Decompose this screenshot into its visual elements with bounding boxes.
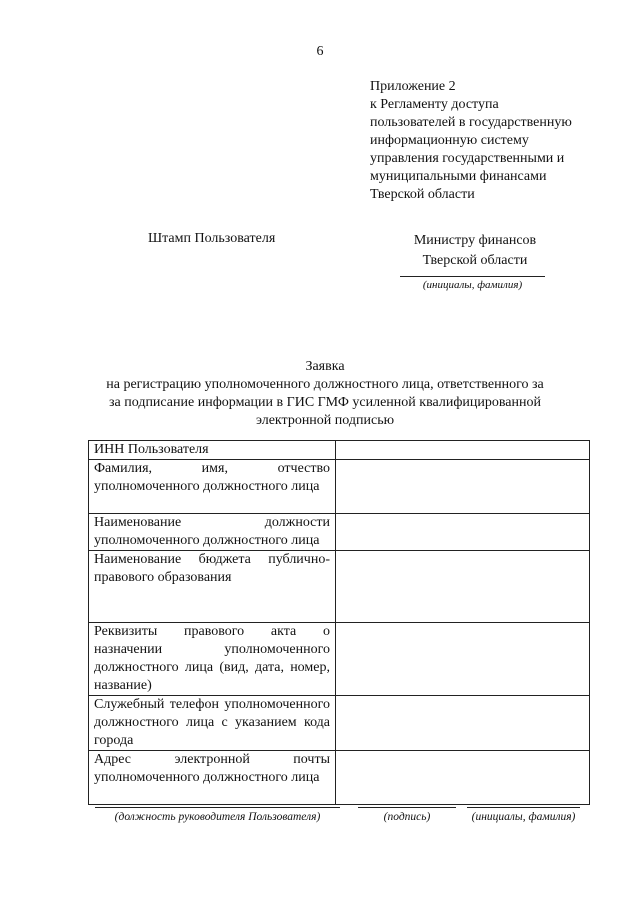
table-row xyxy=(89,551,590,623)
position-signature-line xyxy=(95,807,340,808)
appendix-line: муниципальными финансами xyxy=(370,169,547,184)
addressee-line-1: Министру финансов xyxy=(413,233,537,248)
document-title xyxy=(60,358,590,430)
row-label: Служебный телефон уполномоченного должностного лица с указанием кода города xyxy=(89,696,336,751)
row-value-field[interactable] xyxy=(336,696,590,751)
row-value-field[interactable] xyxy=(336,514,590,551)
row-value-field[interactable] xyxy=(336,551,590,623)
table-row xyxy=(89,751,590,805)
row-label: Фамилия, имя, отчество уполномоченного должностного лица xyxy=(89,460,336,514)
appendix-line: Тверской области xyxy=(370,187,475,202)
title-line-2: за подписание информации в ГИС ГМФ усиленной квалифицированной xyxy=(108,395,541,410)
row-value-field[interactable] xyxy=(336,460,590,514)
table-row xyxy=(89,696,590,751)
signature-line xyxy=(358,807,456,808)
appendix-line: информационную систему xyxy=(370,133,529,148)
addressee-signature-line xyxy=(400,276,545,277)
row-label: Наименование бюджета публично-правового образования xyxy=(89,551,336,623)
application-form-table xyxy=(88,440,590,805)
appendix-line: Приложение 2 xyxy=(370,79,456,94)
row-value-field[interactable] xyxy=(336,751,590,805)
addressee-caption: (инициалы, фамилия) xyxy=(422,279,523,291)
row-label: ИНН Пользователя xyxy=(89,441,336,460)
title-heading: Заявка xyxy=(305,359,345,374)
row-label: Наименование должности уполномоченного должностного лица xyxy=(89,514,336,551)
addressee xyxy=(395,231,555,271)
name-signature-line xyxy=(467,807,580,808)
table-row xyxy=(89,514,590,551)
table-row xyxy=(89,441,590,460)
appendix-line: к Регламенту доступа xyxy=(370,97,499,112)
position-caption: (должность руководителя Пользователя) xyxy=(114,811,321,823)
stamp-label: Штамп Пользователя xyxy=(148,231,276,246)
row-label: Адрес электронной почты уполномоченного должностного лица xyxy=(89,751,336,805)
table-row xyxy=(89,623,590,696)
addressee-line-2: Тверской области xyxy=(422,253,528,268)
row-value-field[interactable] xyxy=(336,623,590,696)
title-line-1: на регистрацию уполномоченного должностного лица, ответственного за xyxy=(106,377,544,392)
page-number: 6 xyxy=(316,44,324,59)
table-row xyxy=(89,460,590,514)
row-label: Реквизиты правового акта о назначении уполномоченного должностного лица (вид, дата, номер, название) xyxy=(89,623,336,696)
name-caption: (инициалы, фамилия) xyxy=(471,811,576,823)
signature-caption: (подпись) xyxy=(383,811,431,823)
title-line-3: электронной подписью xyxy=(255,413,395,428)
row-value-field[interactable] xyxy=(336,441,590,460)
appendix-header xyxy=(370,78,615,204)
appendix-line: пользователей в государственную xyxy=(370,115,572,130)
appendix-line: управления государственными и xyxy=(370,151,565,166)
